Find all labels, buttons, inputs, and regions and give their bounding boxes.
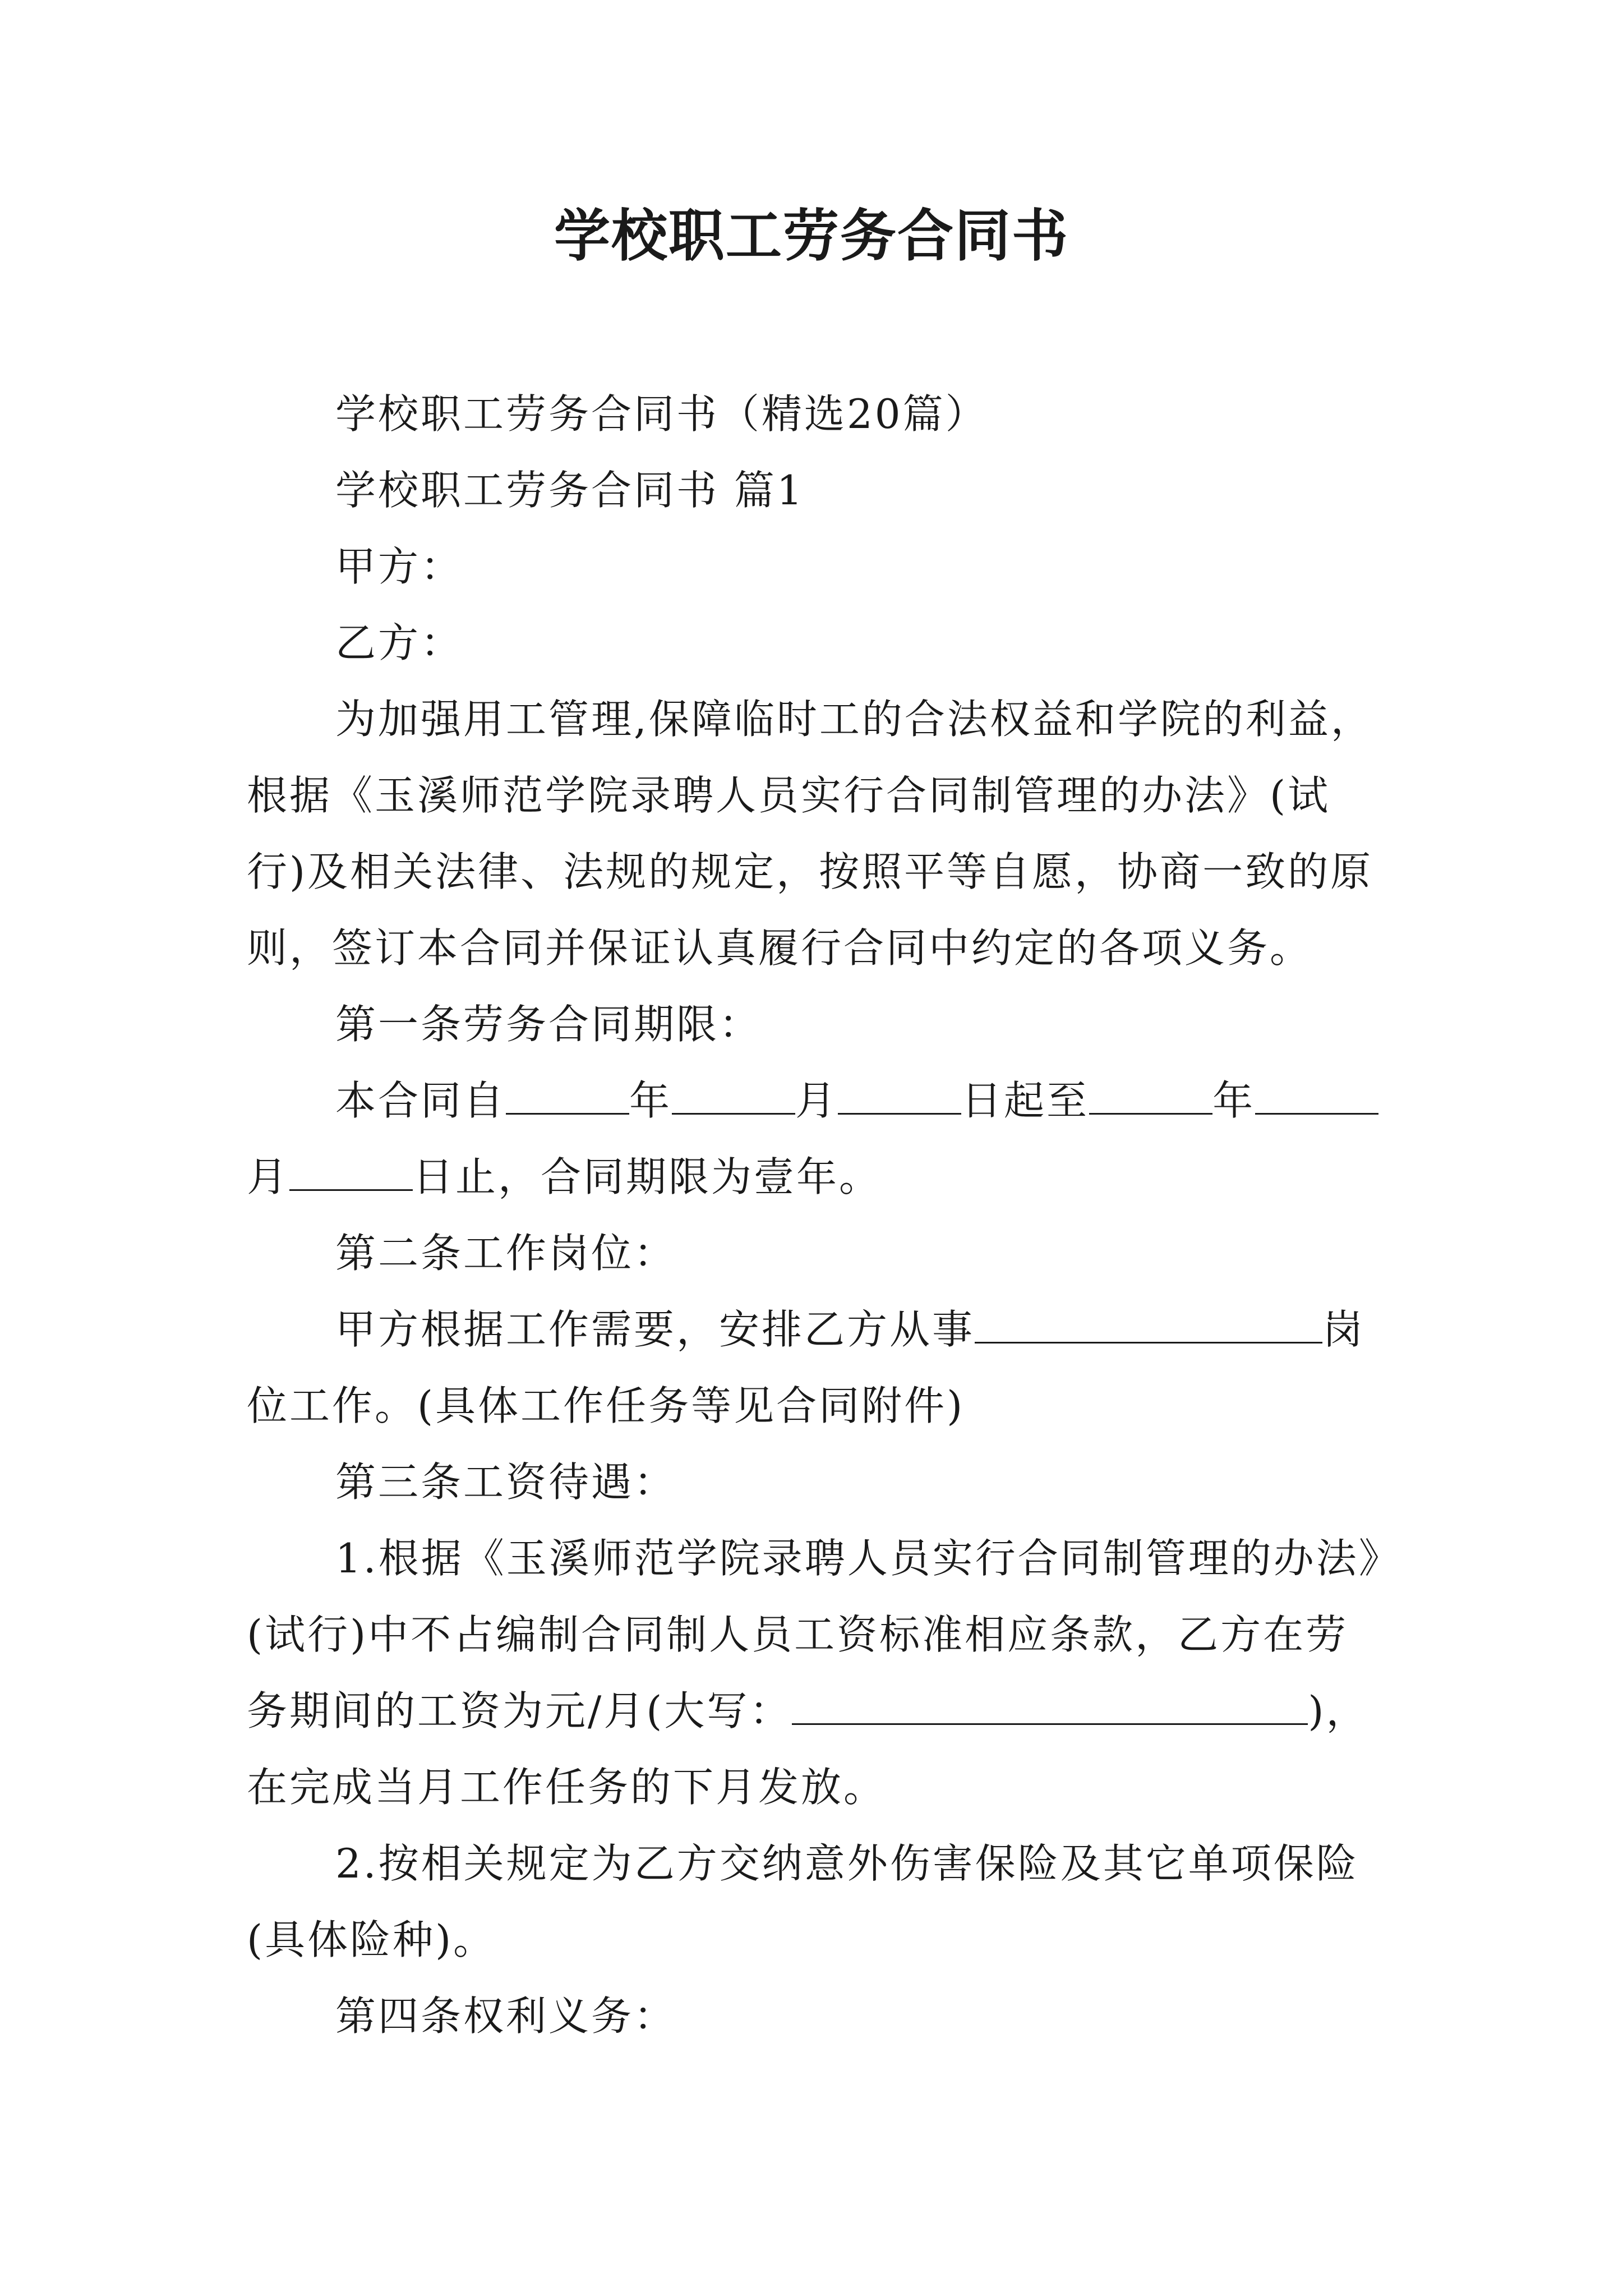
position-text-start: 甲方根据工作需要，安排乙方从事 <box>335 1306 975 1353</box>
start-month-blank[interactable] <box>672 1079 795 1115</box>
term-text-month: 月 <box>795 1077 838 1124</box>
position-text-end: 岗位工作。(具体工作任务等见合同附件) <box>247 1306 1366 1429</box>
paragraph-section-heading: 学校职工劳务合同书 篇1 <box>335 467 805 514</box>
position-blank[interactable] <box>975 1308 1322 1343</box>
paragraph-preamble: 为加强用工管理,保障临时工的合法权益和学院的利益，根据《玉溪师范学院录聘人员实行合同制管理的办法》(试行)及相关法律、法规的规定，按照平等自愿，协商一致的原则，签订本合同并保证认真履行合同中约定的各项义务。 <box>247 696 1373 972</box>
salary-text-start: 1.根据《玉溪师范学院录聘人员实行合同制管理的办法》(试行)中不占编制合同制人员工资标准相应条款，乙方在劳务期间的工资为元/月(大写： <box>247 1535 1381 1734</box>
term-text-end: 日止，合同期限为壹年。 <box>413 1153 882 1200</box>
document-body <box>247 376 1385 2054</box>
paragraph-article-4-heading: 第四条权利义务： <box>335 1993 677 2040</box>
paragraph-contract-term <box>247 1062 1385 1215</box>
paragraph-subtitle: 学校职工劳务合同书（精选20篇） <box>335 390 988 438</box>
term-text-year: 年 <box>629 1077 672 1124</box>
paragraph-article-3-heading: 第三条工资待遇： <box>335 1458 677 1506</box>
end-day-blank[interactable] <box>289 1156 413 1191</box>
paragraph-party-b: 乙方： <box>335 619 464 666</box>
document-title: 学校职工劳务合同书 <box>554 203 1069 269</box>
term-text-end-year: 年 <box>1212 1077 1256 1124</box>
paragraph-party-a: 甲方： <box>335 543 464 590</box>
term-text-end-month: 月 <box>247 1153 290 1200</box>
start-year-blank[interactable] <box>506 1079 629 1115</box>
paragraph-insurance: 2.按相关规定为乙方交纳意外伤害保险及其它单项保险(具体险种)。 <box>247 1840 1359 1963</box>
paragraph-salary <box>247 1520 1385 1825</box>
end-month-blank[interactable] <box>1255 1079 1378 1115</box>
start-day-blank[interactable] <box>838 1079 961 1115</box>
paragraph-job-position <box>247 1291 1385 1444</box>
term-text-start: 本合同自 <box>335 1077 506 1124</box>
salary-text-end: )，在完成当月工作任务的下月发放。 <box>247 1687 1369 1811</box>
paragraph-article-1-heading: 第一条劳务合同期限： <box>335 1001 762 1048</box>
term-text-day-to: 日起至 <box>961 1077 1090 1124</box>
end-year-blank[interactable] <box>1089 1079 1212 1115</box>
salary-amount-blank[interactable] <box>792 1690 1308 1725</box>
paragraph-article-2-heading: 第二条工作岗位： <box>335 1230 677 1277</box>
